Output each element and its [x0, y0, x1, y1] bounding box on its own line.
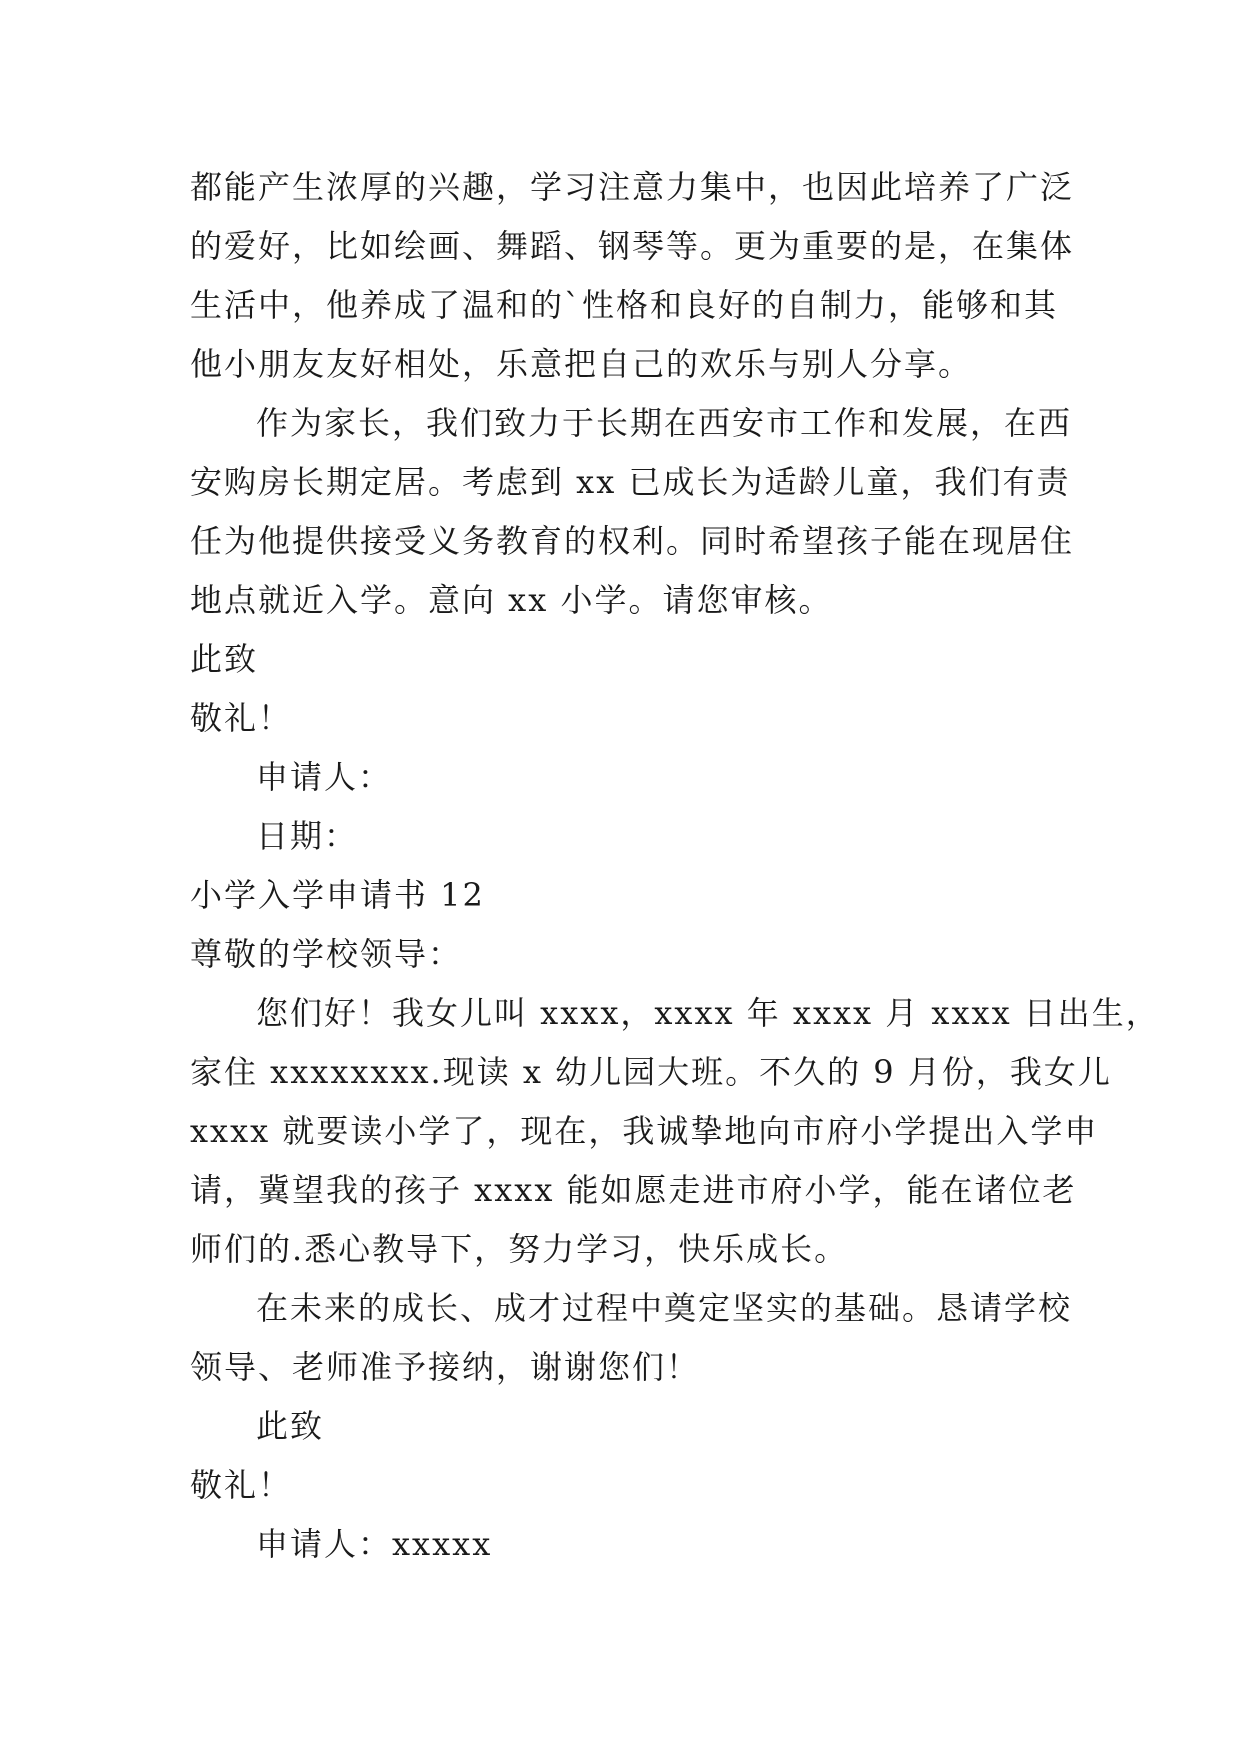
paragraph-start-line: 作为家长，我们致力于长期在西安市工作和发展，在西	[256, 404, 1073, 442]
text-line: 都能产生浓厚的兴趣，学习注意力集中，也因此培养了广泛	[190, 168, 1075, 206]
text-line: 的爱好，比如绘画、舞蹈、钢琴等。更为重要的是，在集体	[190, 227, 1075, 265]
text-line: xxxx 就要读小学了，现在，我诚挚地向市府小学提出入学申	[190, 1112, 1099, 1150]
text-line: 请，冀望我的孩子 xxxx 能如愿走进市府小学，能在诸位老	[190, 1171, 1077, 1209]
section-title: 小学入学申请书 12	[190, 876, 485, 914]
text-line: 任为他提供接受义务教育的权利。同时希望孩子能在现居住	[190, 522, 1075, 560]
closing-line: 此致	[256, 1407, 325, 1445]
text-line: 他小朋友友好相处，乐意把自己的欢乐与别人分享。	[190, 345, 973, 383]
text-line: 地点就近入学。意向 xx 小学。请您审核。	[190, 581, 833, 619]
text-line: 生活中，他养成了温和的`性格和良好的自制力，能够和其	[190, 286, 1059, 324]
applicant-line: 申请人：xxxxx	[256, 1525, 493, 1563]
greeting-line: 尊敬的学校领导：	[190, 935, 463, 973]
paragraph-start-line: 您们好！我女儿叫 xxxx，xxxx 年 xxxx 月 xxxx 日出生，	[256, 994, 1160, 1032]
paragraph-start-line: 在未来的成长、成才过程中奠定坚实的基础。恳请学校	[256, 1289, 1073, 1327]
applicant-line: 申请人：	[256, 758, 393, 796]
closing-line: 此致	[190, 640, 259, 678]
text-line: 安购房长期定居。考虑到 xx 已成长为适龄儿童，我们有责	[190, 463, 1071, 501]
text-line: 家住 xxxxxxxx.现读 x 幼儿园大班。不久的 9 月份，我女儿	[190, 1053, 1112, 1091]
text-line: 领导、老师准予接纳，谢谢您们！	[190, 1348, 701, 1386]
document-page	[190, 158, 1160, 1574]
salutation-line: 敬礼！	[190, 1466, 293, 1504]
text-line: 师们的.悉心教导下，努力学习，快乐成长。	[190, 1230, 849, 1268]
date-line: 日期：	[256, 817, 359, 855]
salutation-line: 敬礼！	[190, 699, 293, 737]
